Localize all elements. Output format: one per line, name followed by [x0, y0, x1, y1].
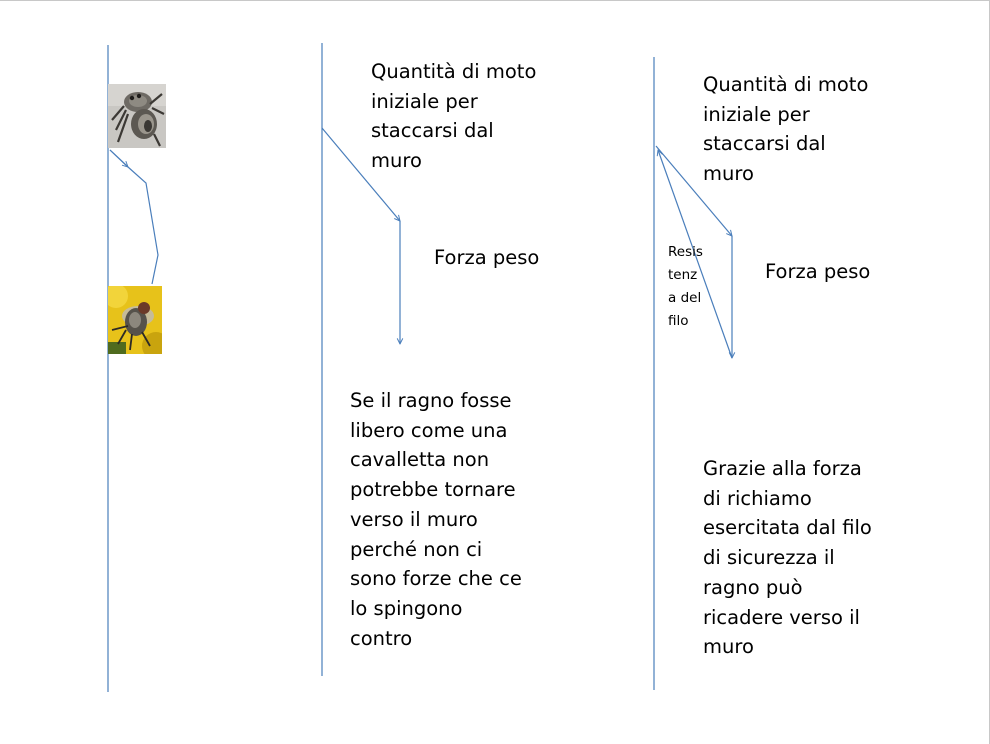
momentum-label-right: Quantità di moto iniziale per staccarsi dal muro — [703, 73, 869, 186]
momentum-label-middle: Quantità di moto iniziale per staccarsi dal muro — [371, 60, 537, 173]
explanation-middle: Se il ragno fosse libero come una cavalletta non potrebbe tornare verso il muro perché non ci sono forze che ce lo spingono contro — [350, 389, 522, 650]
weight-label-middle: Forza peso — [434, 246, 540, 269]
spider-image — [108, 84, 166, 148]
fly-image — [108, 286, 162, 354]
explanation-right: Grazie alla forza di richiamo esercitata dal filo di sicurezza il ragno può ricadere verso il muro — [703, 457, 872, 659]
thread-resistance-label: Resis tenz a del filo — [668, 244, 703, 329]
weight-label-right: Forza peso — [765, 260, 871, 283]
trajectory-arrow-head — [110, 150, 128, 167]
jump-trajectory-left — [110, 150, 158, 284]
